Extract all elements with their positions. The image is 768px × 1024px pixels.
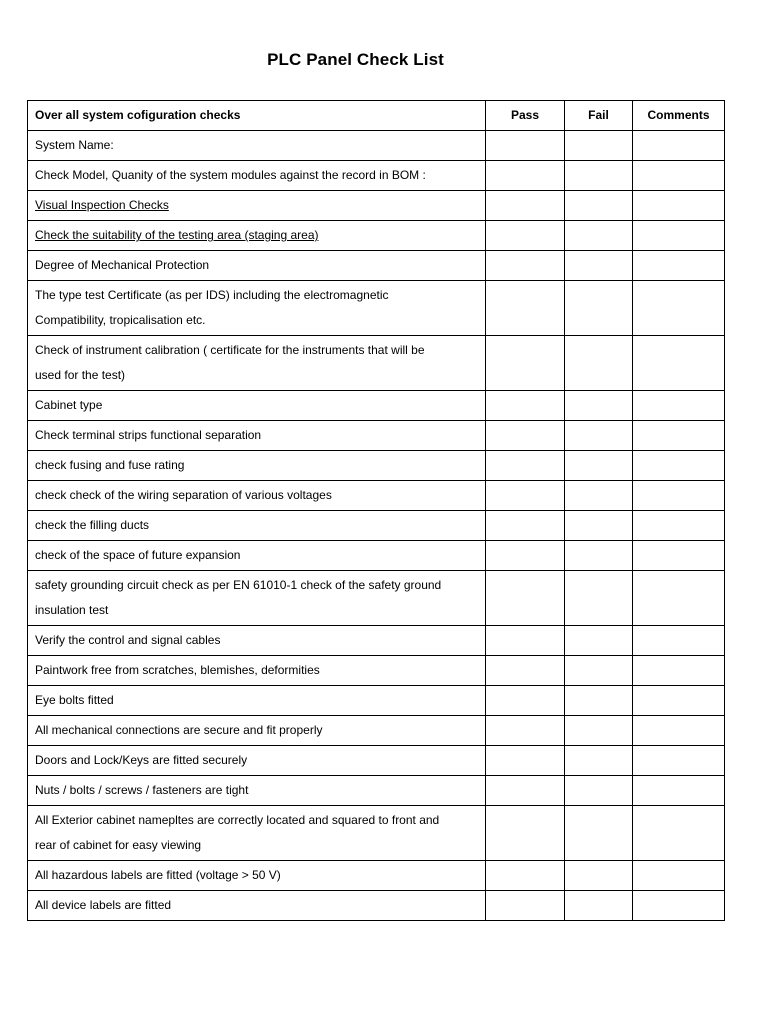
fail-cell[interactable] xyxy=(565,451,633,481)
document-title: PLC Panel Check List xyxy=(267,50,444,69)
check-item-text: insulation test xyxy=(35,603,109,617)
pass-cell[interactable] xyxy=(486,746,565,776)
check-item-cell xyxy=(28,131,486,161)
check-item-text: The type test Certificate (as per IDS) including the electromagnetic xyxy=(35,288,389,302)
check-item-cell xyxy=(28,161,486,191)
table-row xyxy=(28,281,725,336)
pass-cell[interactable] xyxy=(486,511,565,541)
pass-cell[interactable] xyxy=(486,716,565,746)
table-row xyxy=(28,421,725,451)
table-row xyxy=(28,161,725,191)
check-item-text: Doors and Lock/Keys are fitted securely xyxy=(35,753,248,767)
comments-cell[interactable] xyxy=(633,481,725,511)
table-row xyxy=(28,451,725,481)
check-item-text: Nuts / bolts / screws / fasteners are tight xyxy=(35,783,249,797)
pass-cell[interactable] xyxy=(486,806,565,861)
check-item-text: check fusing and fuse rating xyxy=(35,458,185,472)
check-item-text: Paintwork free from scratches, blemishes, deformities xyxy=(35,663,320,677)
comments-cell[interactable] xyxy=(633,541,725,571)
table-row xyxy=(28,626,725,656)
pass-cell[interactable] xyxy=(486,191,565,221)
fail-cell[interactable] xyxy=(565,131,633,161)
fail-cell[interactable] xyxy=(565,861,633,891)
header-item: Over all system cofiguration checks xyxy=(28,101,486,131)
header-pass: Pass xyxy=(486,101,565,131)
comments-cell[interactable] xyxy=(633,806,725,861)
check-item-cell xyxy=(28,541,486,571)
table-row xyxy=(28,861,725,891)
check-item-cell xyxy=(28,281,486,336)
table-row xyxy=(28,891,725,921)
comments-cell[interactable] xyxy=(633,336,725,391)
fail-cell[interactable] xyxy=(565,391,633,421)
fail-cell[interactable] xyxy=(565,221,633,251)
check-item-cell xyxy=(28,861,486,891)
check-item-text: Check of instrument calibration ( certificate for the instruments that will be xyxy=(35,343,425,357)
check-item-cell xyxy=(28,391,486,421)
fail-cell[interactable] xyxy=(565,421,633,451)
fail-cell[interactable] xyxy=(565,806,633,861)
pass-cell[interactable] xyxy=(486,571,565,626)
comments-cell[interactable] xyxy=(633,281,725,336)
pass-cell[interactable] xyxy=(486,626,565,656)
header-comments: Comments xyxy=(633,101,725,131)
table-row xyxy=(28,571,725,626)
comments-cell[interactable] xyxy=(633,746,725,776)
check-item-text: Visual Inspection Checks xyxy=(35,198,169,212)
pass-cell[interactable] xyxy=(486,131,565,161)
fail-cell[interactable] xyxy=(565,626,633,656)
table-row xyxy=(28,221,725,251)
check-item-cell xyxy=(28,626,486,656)
check-item-cell xyxy=(28,686,486,716)
fail-cell[interactable] xyxy=(565,336,633,391)
pass-cell[interactable] xyxy=(486,221,565,251)
comments-cell[interactable] xyxy=(633,251,725,281)
check-item-text: Check Model, Quanity of the system modules against the record in BOM : xyxy=(35,168,426,182)
check-item-cell xyxy=(28,251,486,281)
comments-cell[interactable] xyxy=(633,161,725,191)
pass-cell[interactable] xyxy=(486,541,565,571)
table-row xyxy=(28,511,725,541)
table-row xyxy=(28,541,725,571)
comments-cell[interactable] xyxy=(633,571,725,626)
pass-cell[interactable] xyxy=(486,161,565,191)
fail-cell[interactable] xyxy=(565,161,633,191)
check-item-cell xyxy=(28,221,486,251)
check-item-text: Check the suitability of the testing area (staging area) xyxy=(35,228,319,242)
check-item-text: Verify the control and signal cables xyxy=(35,633,221,647)
check-item-text: Degree of Mechanical Protection xyxy=(35,258,210,272)
comments-cell[interactable] xyxy=(633,716,725,746)
check-item-text: safety grounding circuit check as per EN 61010-1 check of the safety ground xyxy=(35,578,442,592)
fail-cell[interactable] xyxy=(565,656,633,686)
check-item-text: check the filling ducts xyxy=(35,518,150,532)
table-row xyxy=(28,656,725,686)
check-item-cell xyxy=(28,776,486,806)
pass-cell[interactable] xyxy=(486,656,565,686)
fail-cell[interactable] xyxy=(565,511,633,541)
check-item-text: All mechanical connections are secure and fit properly xyxy=(35,723,323,737)
check-item-text: System Name: xyxy=(35,138,114,152)
check-item-text: rear of cabinet for easy viewing xyxy=(35,838,202,852)
table-row xyxy=(28,251,725,281)
check-item-cell xyxy=(28,891,486,921)
comments-cell[interactable] xyxy=(633,776,725,806)
fail-cell[interactable] xyxy=(565,481,633,511)
table-row xyxy=(28,686,725,716)
check-item-cell xyxy=(28,481,486,511)
comments-cell[interactable] xyxy=(633,511,725,541)
table-row xyxy=(28,481,725,511)
check-item-text: Cabinet type xyxy=(35,398,103,412)
comments-cell[interactable] xyxy=(633,686,725,716)
check-item-text: All hazardous labels are fitted (voltage > 50 V) xyxy=(35,868,281,882)
check-item-cell xyxy=(28,716,486,746)
comments-cell[interactable] xyxy=(633,891,725,921)
pass-cell[interactable] xyxy=(486,281,565,336)
check-item-text: Compatibility, tropicalisation etc. xyxy=(35,313,206,327)
check-item-text: Eye bolts fitted xyxy=(35,693,114,707)
check-item-cell xyxy=(28,806,486,861)
pass-cell[interactable] xyxy=(486,481,565,511)
comments-cell[interactable] xyxy=(633,191,725,221)
check-item-text: All device labels are fitted xyxy=(35,898,172,912)
check-item-text: used for the test) xyxy=(35,368,126,382)
check-item-cell xyxy=(28,336,486,391)
pass-cell[interactable] xyxy=(486,776,565,806)
check-item-cell xyxy=(28,421,486,451)
pass-cell[interactable] xyxy=(486,336,565,391)
pass-cell[interactable] xyxy=(486,391,565,421)
check-item-cell xyxy=(28,451,486,481)
comments-cell[interactable] xyxy=(633,131,725,161)
check-item-cell xyxy=(28,511,486,541)
fail-cell[interactable] xyxy=(565,191,633,221)
table-row xyxy=(28,746,725,776)
pass-cell[interactable] xyxy=(486,686,565,716)
pass-cell[interactable] xyxy=(486,251,565,281)
comments-cell[interactable] xyxy=(633,626,725,656)
comments-cell[interactable] xyxy=(633,221,725,251)
pass-cell[interactable] xyxy=(486,891,565,921)
fail-cell[interactable] xyxy=(565,776,633,806)
check-item-cell xyxy=(28,191,486,221)
table-row xyxy=(28,336,725,391)
table-row xyxy=(28,391,725,421)
comments-cell[interactable] xyxy=(633,451,725,481)
fail-cell[interactable] xyxy=(565,716,633,746)
table-row xyxy=(28,776,725,806)
check-item-text: Check terminal strips functional separation xyxy=(35,428,262,442)
fail-cell[interactable] xyxy=(565,686,633,716)
check-item-text: All Exterior cabinet namepltes are correctly located and squared to front and xyxy=(35,813,440,827)
check-item-cell xyxy=(28,571,486,626)
fail-cell[interactable] xyxy=(565,891,633,921)
table-row xyxy=(28,191,725,221)
fail-cell[interactable] xyxy=(565,251,633,281)
table-row xyxy=(28,716,725,746)
check-item-cell xyxy=(28,746,486,776)
comments-cell[interactable] xyxy=(633,421,725,451)
fail-cell[interactable] xyxy=(565,746,633,776)
pass-cell[interactable] xyxy=(486,421,565,451)
table-row xyxy=(28,806,725,861)
table-row xyxy=(28,131,725,161)
comments-cell[interactable] xyxy=(633,861,725,891)
check-item-cell xyxy=(28,656,486,686)
comments-cell[interactable] xyxy=(633,656,725,686)
pass-cell[interactable] xyxy=(486,451,565,481)
comments-cell[interactable] xyxy=(633,391,725,421)
header-row xyxy=(28,101,725,131)
pass-cell[interactable] xyxy=(486,861,565,891)
header-fail: Fail xyxy=(565,101,633,131)
fail-cell[interactable] xyxy=(565,541,633,571)
check-item-text: check of the space of future expansion xyxy=(35,548,241,562)
checklist-rows xyxy=(28,131,725,921)
fail-cell[interactable] xyxy=(565,571,633,626)
check-item-text: check check of the wiring separation of various voltages xyxy=(35,488,332,502)
checklist-table xyxy=(27,100,725,921)
fail-cell[interactable] xyxy=(565,281,633,336)
